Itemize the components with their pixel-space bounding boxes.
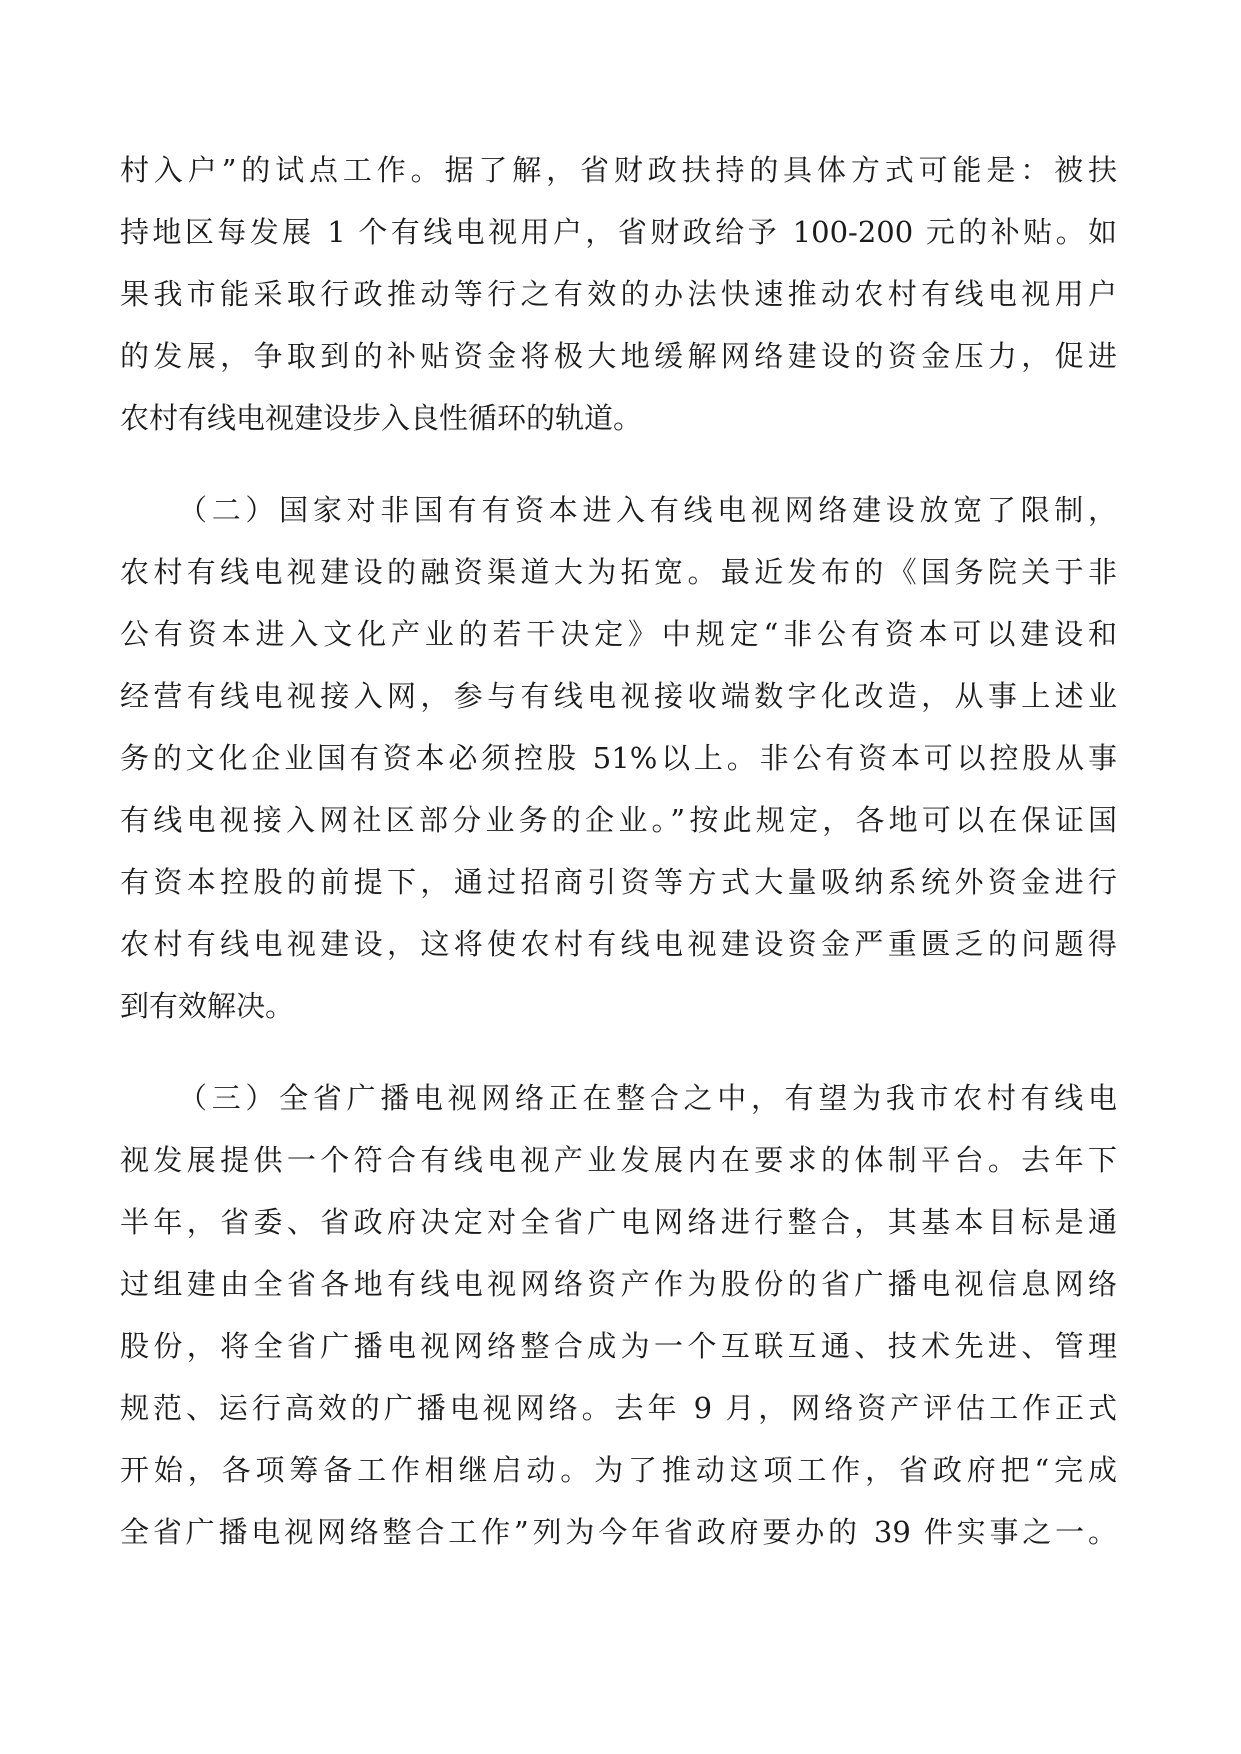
text-line: 规范、运行高效的广播电视网络。去年 9 月，网络资产评估工作正式 <box>120 1391 1117 1425</box>
text-line: 半年，省委、省政府决定对全省广电网络进行整合，其基本目标是通 <box>120 1205 1117 1239</box>
text-line: 农村有线电视建设的融资渠道大为拓宽。最近发布的《国务院关于非 <box>120 555 1117 589</box>
text-line: 务的文化企业国有资本必须控股 51%以上。非公有资本可以控股从事 <box>120 741 1117 775</box>
text-line: 经营有线电视接入网，参与有线电视接收端数字化改造，从事上述业 <box>120 679 1117 713</box>
text-line: 开始，各项筹备工作相继启动。为了推动这项工作，省政府把“完成 <box>120 1453 1117 1487</box>
paragraph-two <box>120 479 1117 1037</box>
text-line: 农村有线电视建设，这将使农村有线电视建设资金严重匮乏的问题得 <box>120 927 1117 961</box>
text-line: 到有效解决。 <box>120 989 295 1023</box>
text-line: 农村有线电视建设步入良性循环的轨道。 <box>120 401 643 435</box>
text-line: 全省广播电视网络整合工作”列为今年省政府要办的 39 件实事之一。 <box>120 1515 1117 1549</box>
text-line: 公有资本进入文化产业的若干决定》中规定“非公有资本可以建设和 <box>120 617 1117 651</box>
text-line: 的发展，争取到的补贴资金将极大地缓解网络建设的资金压力，促进 <box>120 339 1117 373</box>
paragraph-three <box>120 1067 1117 1563</box>
body-text <box>120 139 1117 1563</box>
text-line: 持地区每发展 1 个有线电视用户，省财政给予 100-200 元的补贴。如 <box>120 215 1117 249</box>
text-line: 有线电视接入网社区部分业务的企业。”按此规定，各地可以在保证国 <box>120 803 1117 837</box>
text-line: 有资本控股的前提下，通过招商引资等方式大量吸纳系统外资金进行 <box>120 865 1117 899</box>
text-line: 过组建由全省各地有线电视网络资产作为股份的省广播电视信息网络 <box>120 1267 1117 1301</box>
paragraph-continuation <box>120 139 1117 449</box>
text-line: （三）全省广播电视网络正在整合之中，有望为我市农村有线电 <box>178 1081 1117 1115</box>
text-line: 村入户”的试点工作。据了解，省财政扶持的具体方式可能是：被扶 <box>120 153 1117 187</box>
text-line: 视发展提供一个符合有线电视产业发展内在要求的体制平台。去年下 <box>120 1143 1117 1177</box>
text-line: 果我市能采取行政推动等行之有效的办法快速推动农村有线电视用户 <box>120 277 1117 311</box>
text-line: （二）国家对非国有有资本进入有线电视网络建设放宽了限制， <box>178 493 1117 527</box>
text-line: 股份，将全省广播电视网络整合成为一个互联互通、技术先进、管理 <box>120 1329 1117 1363</box>
